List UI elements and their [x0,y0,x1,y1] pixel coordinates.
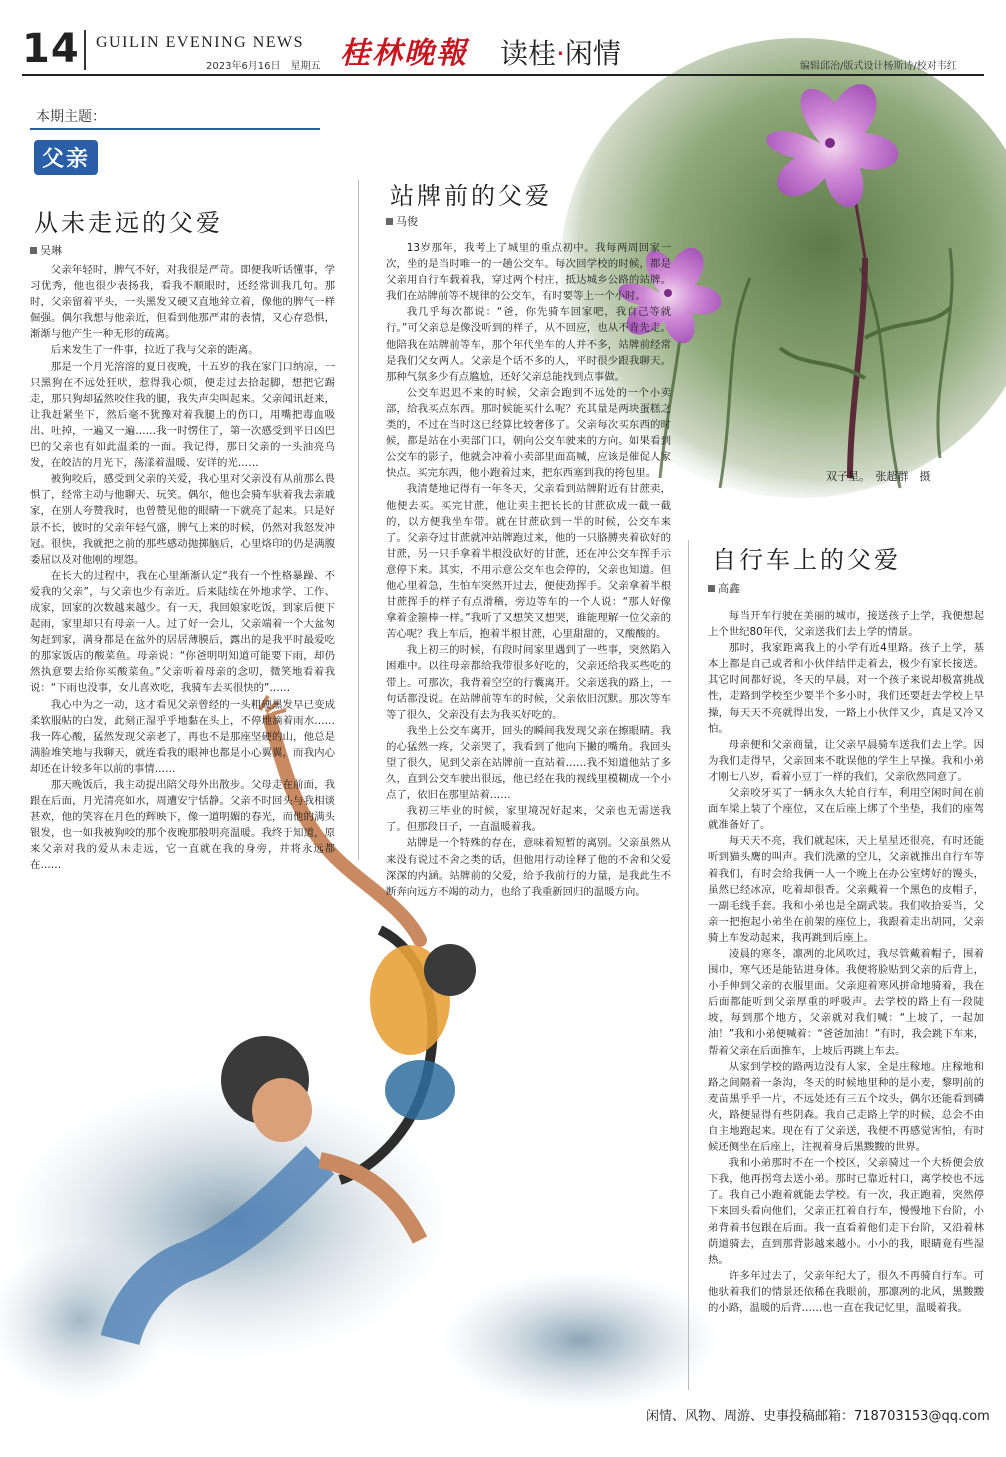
page-number: 14 [22,26,80,72]
paragraph: 父亲咬牙买了一辆永久大轮自行车，利用空闲时间在前面车梁上装了个座位，又在后座上绑了个坐垫，我们的座驾就准备好了。 [708,787,984,832]
article-body [386,240,671,898]
paragraph: 每天天不亮，我们就起床，天上星星还很亮，有时还能听到猫头鹰的叫声。我们洗漱的空儿，父亲就推出自行车等着我们，有时会给我俩一人一个晚上在办公室烤好的馒头，虽然已经冰凉，吃着却很香。父亲戴着一个黑色的皮帽子，一副毛线手套。我和小弟也是全副武装。我们收拾妥当，父亲一把抱起小弟坐在前架的座位上，我跟着走出胡同，父亲骑上车发动起来，我再跳到后座上。 [708,835,984,944]
photo-caption: 双子星。 张超群 摄 [826,470,931,483]
submission-email-footer: 闲情、风物、周游、史事投稿邮箱：718703153@qq.com [640,1403,996,1426]
section-title [500,32,621,72]
article-byline [708,580,740,596]
article-body [30,262,335,1062]
paper-name-english: GUILIN EVENING NEWS [96,34,305,51]
paragraph: 每当开车行驶在美丽的城市，接送孩子上学，我便想起上个世纪80年代，父亲送我们去上学的情景。 [708,610,984,639]
author-name: 马俊 [396,215,418,228]
paragraph: 被狗咬后，感受到父亲的关爱，我心里对父亲没有从前那么畏惧了，经常主动与他聊天、玩笑。偶尔，他也会骑车驮着我去亲戚家，在别人夸赞我时，也曾赞见他的眼睛一下就亮了起来。只是好景不长，彼时的父亲年轻气盛，脾气上来的时候，仍然对我怒发冲冠。很快，我就把之前的那些感动抛掷脑后，心里烙印的仍是满腹委屈以及对他刚的埋怨。 [30,473,335,566]
paragraph: 我心中为之一动，这才看见父亲曾经的一头粗硬黑发早已变成柔软服帖的白发，此刻正湿乎乎地黏在头上，不停地滴着雨水……我一阵心酸，猛然发现父亲老了，再也不是那座坚硬的山，他总是满脸堆笑地与我聊天，就连看我的眼神也都是小心翼翼，而我内心却还在计较多年以前的事情…… [30,698,335,775]
theme-rule [30,128,320,130]
column-divider [688,540,689,1390]
article-title: 从未走远的父爱 [34,209,223,237]
theme-tag: 父亲 [34,140,98,175]
paragraph: 我上初三的时候，有段时间家里遇到了一些事，突然陷入困难中。以往母亲都给我带很多好吃的，父亲还给我买些吃的带上。可那次，我背着空空的行囊离开。父亲送我的路上，一句话都没说。在站牌前等车的时候，父亲依旧沉默。那次等车等了很久，父亲没有去为我买好吃的。 [386,644,671,721]
paragraph: 在长大的过程中，我在心里渐渐认定“我有一个性格暴躁、不爱我的父亲”，与父亲也少有亲近。后来陆续在外地求学、工作、成家，回家的次数越来越少。有一天，我回娘家吃饭，到家后便下起雨，家里却只有母亲一人。过了好一会儿，父亲端着一个大盆匆匆赶到家，满身都是在盆外的居居薄膜后，露出的是我平时最爱吃的那家饭店的酸菜鱼。母亲说：“你爸明明知道可能要下雨，却仍然执意要去给你买酸菜鱼。”父亲听着母亲的念叨，微笑地看着我说：“下雨也没事，女儿喜欢吃，我骑车去买很快的”…… [30,569,335,695]
paragraph: 我几乎每次都说：“爸，你先骑车回家吧，我自己等就行。”可父亲总是像没听到的样子，从不回应，也从不肯先走。他陪我在站牌前等车，那个年代坐车的人并不多，站牌前经常是我们父女两人。父亲是个话不多的人，平时很少跟我聊天。那种气氛多少有点尴尬，还好父亲总能找到点事做。 [386,306,671,383]
editor-credits: 编辑邱治/版式设计杨斯诗/校对韦红 [800,61,957,72]
paragraph: 那时，我家距离我上的小学有近4里路。孩子上学，基本上都是自己或者和小伙伴结伴走着去，极少有家长接送。其它时间都好说，冬天的早晨，对一个孩子来说却极富挑战性，走路到学校至少要半个多小时，我们还要赶去学校上早操，每天天不亮就得出发，一路上小伙伴又少，真是又冷又怕。 [708,642,984,735]
article-body [708,608,984,1388]
paragraph: 公交车迟迟不来的时候，父亲会跑到不远处的一个小卖部，给我买点东西。那时候能买什么呢？充其量是两块蛋糕之类的，不过在当时这已经算比较奢侈了。父亲每次买东西的时候，都是站在小卖部门口，朝向公交车驶来的方向。如果看到公交车的影子，他就会冲着小卖部里面高喊，应该是催促人家快点。买完东西，他小跑着过来，把东西塞到我的挎包里。 [386,386,671,480]
author-name: 高鑫 [718,582,740,595]
byline-square-icon [386,218,393,225]
paragraph: 13岁那年，我考上了城里的重点初中。我每两周回家一次，坐的是当时唯一的一趟公交车。每次回学校的时候，都是父亲用自行车载着我，穿过两个村庄，抵达城乡公路的站牌。我们在站牌前等不规律的公交车，有时要等上一个小时。 [386,242,671,303]
column-divider [358,180,359,860]
paragraph: 我清楚地记得有一年冬天，父亲看到站牌附近有甘蔗卖，他便去买。买完甘蔗，他让卖主把长长的甘蔗砍成一截一截的，以方便我坐车带。就在甘蔗砍到一半的时候，公交车来了。父亲夺过甘蔗就冲站牌跑过来，他的一只胳膊夹着砍好的甘蔗，另一只手拿着半根没砍好的甘蔗，还在冲公交车挥手示意停下来。其实，不用示意公交车也会停的，父亲也知道。但他心里着急，生怕车突然开过去，便使劲挥手。父亲拿着半根甘蔗挥手的样子有点滑稽，旁边等车的一个人说：“那人好像拿着金箍棒一样。”我听了又想笑又想哭，谁能理解一位父亲的苦心呢？我上车后，抱着半根甘蔗，心里甜甜的，又酸酸的。 [386,483,671,641]
header-rule [22,74,984,76]
paragraph: 后来发生了一件事，拉近了我与父亲的距离。 [50,344,259,357]
paragraph: 从家到学校的路两边没有人家，全是庄稼地。庄稼地和路之间隔着一条沟，冬天的时候地里种的是小麦，黎明前的麦苗黑乎乎一片，不远处还有三五个坟头，偶尔还能看到磷火，路便显得有些阴森。我自己走路上学的时候，总会不由自主地跑起来。现在有了父亲送，我便不再感觉害怕，有时候还侧坐在后座上，注视着身后黑黢黢的世界。 [708,1060,984,1154]
paragraph: 我坐上公交车离开，回头的瞬间我发现父亲在擦眼睛。我的心猛然一疼，父亲哭了，我看到了他向下撇的嘴角。我回头望了很久，见到父亲在站牌前一直站着……我不知道他站了多久，直到公交车驶出很远，他已经在我的视线里模糊成一个小点了，依旧在那里站着…… [386,724,671,802]
paragraph: 我和小弟那时不在一个校区，父亲骑过一个大桥便会放下我，他再拐弯去送小弟。那时已靠近村口，离学校也不远了。我自己小跑着就能去学校。有一次，我正跑着，突然停下来回头看向他们，父亲正扛着自行车，慢慢地下台阶，小弟背着书包跟在后面。我一直看着他们走下台阶，又沿着林荫道骑去，直到那背影越来越小。小小的我，眼睛竟有些湿热。 [708,1157,984,1266]
article-byline [386,213,418,229]
paragraph: 那是一个月光溶溶的夏日夜晚，十五岁的我在家门口纳凉，一只黑狗在不远处狂吠，惹得我心烦，便走过去拾起脚，想把它踢走，那只狗却猛然咬住我的腿，我失声尖叫起来。父亲闻讯赶来，让我赶紧坐下，然后毫不犹豫对着我腿上的伤口，用嘴把毒血吸出、吐掉，一遍又一遍……我一时愣住了，第一次感受到平日凶巴巴的父亲也有如此温柔的一面。我记得，那日父亲的一头油亮乌发，在皎洁的月光下，荡漾着温暖、安详的光…… [30,360,335,470]
paragraph: 母亲便和父亲商量，让父亲早晨骑车送我们去上学。因为我们走得早，父亲回来不耽误他的学生上早操。我和小弟才刚七八岁，看着小豆丁一样的我们，父亲欣然同意了。 [708,738,984,783]
paragraph: 许多年过去了，父亲年纪大了，很久不再骑自行车。可他驮着我们的情景还依稀在我眼前，那凛冽的北风，黑黢黢的小路，温暖的后背……也一直在我记忆里，温暖着我。 [708,1269,984,1315]
paragraph: 父亲年轻时，脾气不好，对我很是严苛。即便我听话懂事，学习优秀，他也很少表扬我，看我不顺眼时，还经常训我几句。那时，父亲留着平头，一头黑发又硬又直地耸立着，像他的脾气一样倔强。偶尔我想与他亲近，但看到他那严肃的表情，又心存恐惧，渐渐与他产生一种无形的疏离。 [30,264,335,341]
article-byline [30,242,62,258]
header-divider [84,30,86,70]
subsection-name: 闲情 [564,37,621,70]
section-name: 读桂 [500,37,557,70]
masthead-logo: 桂林晚報 [340,36,468,71]
section-dot: · [556,37,565,70]
byline-square-icon [30,247,37,254]
paragraph: 那天晚饭后，我主动提出陪父母外出散步。父母走在前面，我跟在后面，月光清亮如水，周遭安宁恬静。父亲不时回头与我相谈甚欢，他的笑容在月色的辉映下，像一道明媚的春光，而他的满头银发，也一如我被狗咬的那个夜晚那般明亮温暖。我终于知道，原来父亲对我的爱从未走远，它一直就在我的身旁，并将永远都在…… [30,779,335,872]
article-title: 站牌前的父爱 [390,182,552,210]
paragraph: 我初三毕业的时候，家里境况好起来，父亲也无需送我了。但那段日子，一直温暖着我。 [386,805,671,834]
article-title: 自行车上的父爱 [712,546,901,574]
paragraph: 凌晨的寒冬，凛冽的北风吹过，我尽管戴着帽子，围着围巾，寒气还是能钻进身体。我便将脸贴到父亲的后背上，小手伸到父亲的衣服里面。父亲迎着寒风拼命地骑着，我在后面都能听到父亲厚重的呼吸声。去学校的路上有一段陡坡，每到那个地方，父亲就对我们喊：“上坡了，一起加油！”我和小弟便喊着：“爸爸加油！”有时，我会跳下车来，帮着父亲在后面推车，上坡后再跳上车去。 [708,947,984,1057]
byline-square-icon [708,585,715,592]
theme-label: 本期主题： [36,109,106,125]
paragraph: 站牌是一个特殊的存在，意味着短暂的离别。父亲虽然从来没有说过不舍之类的话，但他用行动诠释了他的不舍和父爱深深的内涵。站牌前的父爱，给予我前行的力量，是我此生不断奔向远方不竭的动力，也给了我重新回归的温暖方向。 [386,837,671,898]
publication-date: 2023年6月16日 星期五 [206,61,321,72]
author-name: 吴琳 [40,244,62,257]
